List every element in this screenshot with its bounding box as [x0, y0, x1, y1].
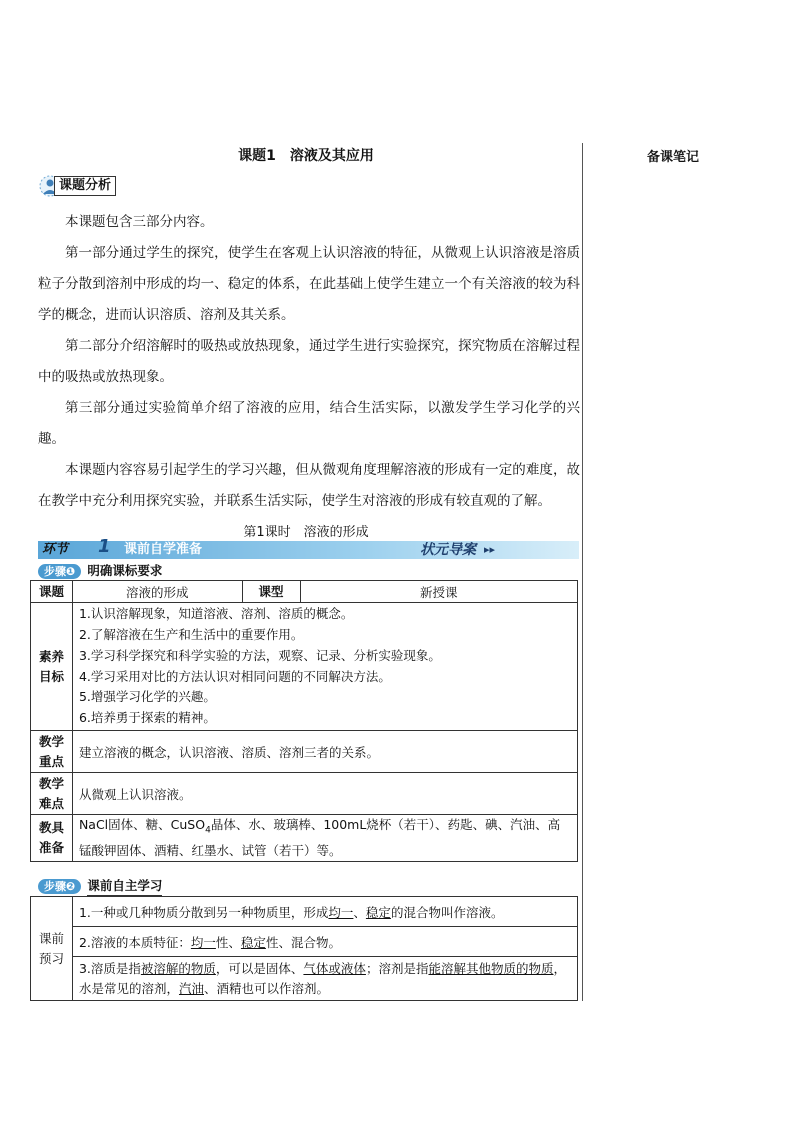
preview-item-1	[72, 897, 577, 927]
list-item: 2.了解溶液在生产和生活中的重要作用。	[78, 626, 304, 642]
text: ，水是常见的溶剂，	[78, 960, 566, 996]
answer-blank: 被溶解的物质	[140, 960, 216, 976]
type-value: 新授课	[300, 581, 577, 603]
text: 、酒精也可以作溶剂。	[203, 980, 329, 996]
answer-blank: 汽油	[178, 980, 204, 996]
tools-text: 晶体、水、玻璃棒、100mL烧杯（若干）、药匙、碘、汽油、高锰酸钾固体、酒精、红墨水、试管（若干）等。	[78, 817, 561, 858]
answer-blank: 稳定	[365, 904, 391, 920]
list-item: 3.学习科学探究和科学实验的方法，观察、记录、分析实验现象。	[78, 647, 441, 663]
topic-header: 课题	[31, 581, 73, 603]
tools-value	[72, 815, 577, 862]
double-arrow-icon: ▸▸	[484, 543, 496, 556]
step2-heading	[38, 878, 162, 894]
course-standard-table	[30, 580, 578, 862]
stage-label: 环节	[42, 542, 69, 557]
text: 1.一种或几种物质分散到另一种物质里，形成	[78, 904, 329, 920]
type-header: 课型	[242, 581, 300, 603]
tools-text: NaCl固体、糖、CuSO	[78, 817, 206, 832]
notes-divider-line	[582, 143, 583, 1001]
answer-blank: 均一	[328, 904, 354, 920]
text: 、	[353, 904, 366, 920]
page-title: 课题1 溶液及其应用	[238, 148, 374, 164]
table-row	[31, 957, 578, 1001]
goals-list	[72, 603, 577, 731]
table-row	[31, 581, 578, 603]
focus-value: 建立溶液的概念，认识溶液、溶质、溶剂三者的关系。	[72, 731, 577, 773]
topic-value: 溶液的形成	[72, 581, 242, 603]
analysis-paragraph: 第一部分通过学生的探究，使学生在客观上认识溶液的特征，从微观上认识溶液是溶质粒子分散到溶剂中形成的均一、稳定的体系，在此基础上使学生建立一个有关溶液的较为科学的概念，进而认识溶质、溶剂及其关系。	[38, 245, 580, 323]
preview-item-2	[72, 927, 577, 957]
table-row	[31, 731, 578, 773]
table-row	[31, 927, 578, 957]
table-row	[31, 603, 578, 731]
difficulty-value: 从微观上认识溶液。	[72, 773, 577, 815]
text: 性、	[215, 934, 241, 950]
list-item: 1.认识溶解现象，知道溶液、溶剂、溶质的概念。	[78, 606, 354, 622]
answer-blank: 均一	[190, 934, 216, 950]
text: 的混合物叫作溶液。	[390, 904, 504, 920]
table-row	[31, 815, 578, 862]
goals-header: 素养目标	[31, 603, 73, 731]
lesson-title: 第1课时 溶液的形成	[243, 525, 369, 540]
table-row	[31, 773, 578, 815]
step2-pill: 步骤❷	[38, 879, 81, 894]
preview-header: 课前预习	[31, 897, 73, 1001]
step1-label: 明确课标要求	[87, 561, 162, 581]
preview-item-3	[72, 957, 577, 1001]
stage-text: 课前自学准备	[124, 542, 203, 557]
text: ；溶剂是指	[365, 960, 429, 976]
list-item: 4.学习采用对比的方法认识对相同问题的不同解决方法。	[78, 668, 391, 684]
analysis-paragraph: 第二部分介绍溶解时的吸热或放热现象，通过学生进行实验探究，探究物质在溶解过程中的吸热或放热现象。	[38, 338, 580, 385]
text: ，可以是固体、	[215, 960, 304, 976]
focus-header: 教学重点	[31, 731, 73, 773]
analysis-paragraph: 本课题内容容易引起学生的学习兴趣，但从微观角度理解溶液的形成有一定的难度，故在教学中充分利用探究实验，并联系生活实际，使学生对溶液的形成有较直观的了解。	[38, 462, 580, 509]
list-item: 5.增强学习化学的兴趣。	[78, 689, 216, 705]
difficulty-header: 教学难点	[31, 773, 73, 815]
stage-number: 1	[98, 536, 111, 557]
text: 性、混合物。	[265, 934, 341, 950]
stage-banner	[38, 541, 579, 559]
text: 3.溶质是指	[78, 960, 141, 976]
table-row	[31, 897, 578, 927]
list-item: 6.培养勇于探索的精神。	[78, 710, 216, 726]
step2-label: 课前自主学习	[87, 876, 162, 896]
text: 2.溶液的本质特征：	[78, 934, 191, 950]
analysis-badge-label: 课题分析	[54, 176, 116, 196]
preview-table	[30, 896, 578, 1001]
tools-header: 教具准备	[31, 815, 73, 862]
notes-column-title: 备课笔记	[646, 150, 699, 165]
answer-blank: 稳定	[240, 934, 266, 950]
answer-blank: 气体或液体	[303, 960, 366, 976]
analysis-badge	[38, 176, 116, 196]
analysis-paragraph: 第三部分通过实验简单介绍了溶液的应用，结合生活实际，以激发学生学习化学的兴趣。	[38, 400, 580, 447]
analysis-paragraph: 本课题包含三部分内容。	[65, 214, 214, 230]
answer-blank: 能溶解其他物质的物质	[428, 960, 554, 976]
brand-logo: 状元导案	[420, 542, 476, 558]
tools-subscript: 4	[205, 825, 211, 836]
step1-pill: 步骤❶	[38, 564, 81, 579]
step1-heading	[38, 563, 162, 579]
